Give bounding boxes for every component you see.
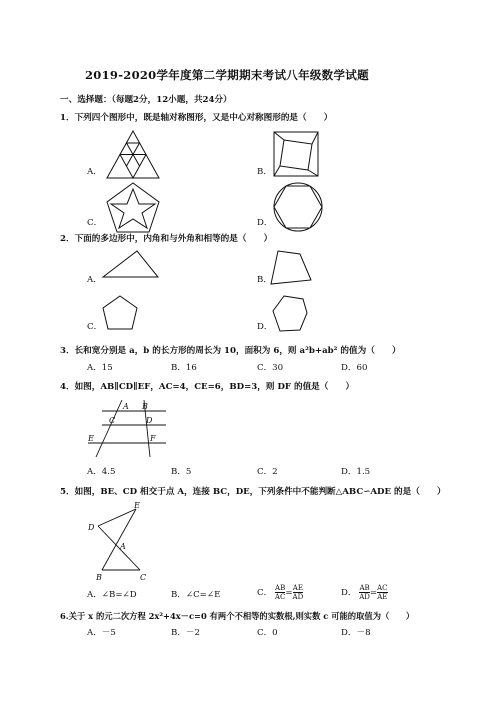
q3-option-a: A．15 [87, 363, 113, 373]
q5-label-a: A [120, 542, 126, 551]
q1-figure-d-hexagon-circle [271, 180, 325, 234]
q1-option-a: A． [87, 167, 102, 177]
q5-option-c-fraction-left [275, 584, 285, 601]
q5-figure-intersecting-triangles [86, 500, 156, 582]
q5-option-d-label: D． [341, 588, 357, 598]
q1-option-c: C． [87, 218, 103, 228]
q4-label-e: E [88, 434, 94, 443]
q2-option-b: B． [257, 275, 272, 285]
q5-option-d-fraction-right [377, 584, 387, 601]
q5-label-e: E [134, 501, 140, 510]
q5-option-c-label: C． [257, 588, 273, 598]
q6-option-d: D．－8 [341, 628, 371, 638]
q3-option-d: D．60 [341, 363, 368, 373]
q2-option-a: A． [87, 275, 102, 285]
q6-stem: 6.关于 x 的元二次方程 2x²+4x－c=0 有两个不相等的实数根,则实数 c 可能的取值为（ ） [60, 611, 415, 621]
q3-option-b: B．16 [171, 363, 197, 373]
q5-stem: 5．如图，BE、CD 相交于点 A，连接 BC，DE，下列条件中不能判断△ABC∽ADE 的是（ ） [60, 487, 446, 497]
q2-figure-b-quadrilateral [268, 248, 314, 288]
q2-figure-a-triangle [100, 248, 162, 280]
q2-option-d: D． [257, 322, 273, 332]
q4-figure-parallel-lines [84, 397, 174, 459]
q5-c-num2: AE [292, 584, 303, 592]
q2-option-c: C． [87, 322, 103, 332]
q4-option-c: C．2 [257, 467, 278, 477]
q5-d-equals: = [369, 588, 378, 598]
q4-label-b: B [142, 402, 148, 411]
q4-label-a: A [123, 402, 129, 411]
q1-figure-c-pentagon-star [102, 180, 164, 236]
q5-option-d [341, 584, 388, 601]
q4-label-c: C [109, 416, 116, 425]
q5-option-c-fraction-right [293, 584, 304, 601]
q5-c-den2: AD [292, 593, 304, 601]
q5-option-b: B．∠C=∠E [171, 590, 221, 600]
q1-figure-b-square [272, 130, 322, 180]
q5-option-a: A．∠B=∠D [87, 590, 137, 600]
section-heading: 一、选择题：（每题2分，12小题，共24分） [60, 95, 232, 105]
q4-label-f: F [150, 434, 156, 443]
q2-figure-c-pentagon [100, 293, 140, 333]
q6-option-c: C．0 [257, 628, 278, 638]
q5-c-num1: AB [275, 584, 286, 592]
q5-d-den2: AE [377, 593, 388, 601]
q5-c-equals: = [285, 588, 293, 598]
q4-label-d: D [146, 416, 153, 425]
q6-option-a: A．－5 [87, 628, 116, 638]
q1-option-d: D． [257, 218, 273, 228]
q5-d-den1: AD [359, 593, 370, 601]
q1-option-b: B． [257, 167, 272, 177]
q1-stem: 1．下列四个图形中，既是轴对称图形，又是中心对称图形的是（ ） [60, 113, 333, 123]
q4-option-d: D．1.5 [341, 467, 371, 477]
q3-stem [60, 346, 401, 357]
q3-stem-end: 的值为（ ） [337, 346, 401, 356]
q5-label-b: B [96, 573, 102, 582]
q4-option-b: B．5 [171, 467, 192, 477]
q1-figure-a-triangle [103, 128, 163, 183]
q3-stem-start: 3．长和宽分别是 a，b 的长方形的周长为 10，面积为 6，则 [60, 346, 300, 356]
q5-label-d: D [88, 523, 95, 532]
q5-d-num2: AC [377, 584, 388, 592]
page-title: 2019-2020学年度第二学期期末考试八年级数学试题 [85, 68, 369, 82]
q5-label-c: C [140, 573, 147, 582]
q5-d-num1: AB [359, 584, 370, 592]
q3-expression: a²b+ab² [299, 346, 338, 356]
q3-option-c: C．30 [257, 363, 284, 373]
q2-figure-d-hexagon [270, 293, 310, 335]
q5-option-c [257, 584, 303, 601]
q4-option-a: A．4.5 [87, 467, 116, 477]
q5-c-den1: AC [274, 593, 286, 601]
q4-stem: 4．如图，AB∥CD∥EF，AC=4，CE=6，BD=3，则 DF 的值是（ ） [60, 382, 355, 392]
q6-option-b: B．－2 [171, 628, 200, 638]
q2-stem: 2．下面的多边形中，内角和与外角和相等的是（ ） [60, 234, 273, 244]
q5-option-d-fraction-left [359, 584, 370, 601]
